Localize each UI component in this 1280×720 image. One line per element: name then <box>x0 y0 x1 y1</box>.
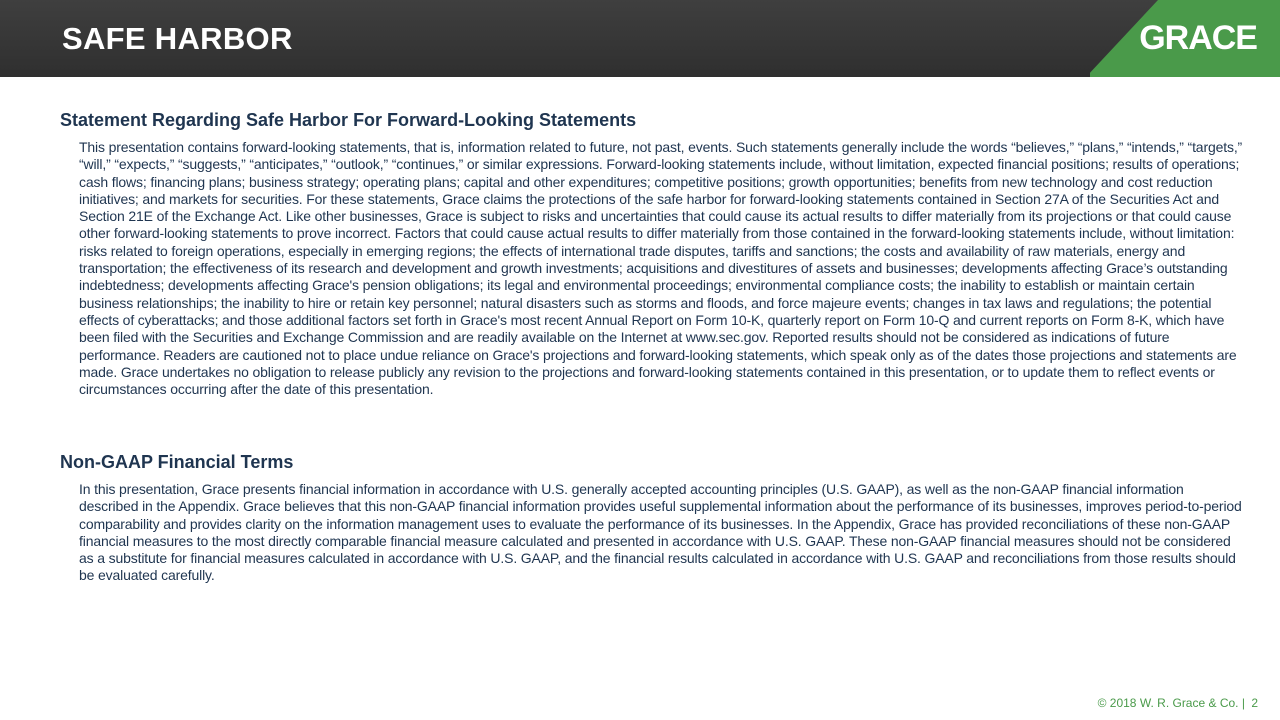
non-gaap-heading: Non-GAAP Financial Terms <box>60 452 294 472</box>
copyright-text: © 2018 W. R. Grace & Co. | <box>1097 696 1245 710</box>
non-gaap-body: In this presentation, Grace presents financial information in accordance with U.S. generally accepted accounting principles (U.S. GAAP), as well as the non-GAAP financial information described in the Appendix. Grace believes that this non-GAAP financial information provides useful supplemental information about the performance of its businesses, improves period-to-period comparability and provides clarity on the information management uses to evaluate the performance of its businesses. In the Appendix, Grace has provided reconciliations of these non-GAAP financial measures to the most directly comparable financial measure calculated and presented in accordance with U.S. GAAP. These non-GAAP financial measures should not be considered as a substitute for financial measures calculated in accordance with U.S. GAAP, and the financial results calculated in accordance with U.S. GAAP and reconciliations from those results should be evaluated carefully. <box>79 481 1242 584</box>
header-bar <box>0 0 1280 77</box>
page-number: 2 <box>1251 696 1258 710</box>
footer <box>1095 696 1258 710</box>
logo-panel <box>1090 0 1280 77</box>
grace-logo: GRACE <box>1139 19 1257 57</box>
page-title: SAFE HARBOR <box>62 21 293 56</box>
safe-harbor-heading: Statement Regarding Safe Harbor For Forward-Looking Statements <box>60 110 637 130</box>
safe-harbor-body: This presentation contains forward-looking statements, that is, information related to future, not past, events. Such statements generally include the words “believes,” “plans,” “intends,” “targets,” “will,” “expects,” “suggests,” “anticipates,” “outlook,” “continues,” or similar expressions. Forward-looking statements include, without limitation, expected financial positions; results of operations; cash flows; financing plans; business strategy; operating plans; capital and other expenditures; competitive positions; growth opportunities; benefits from new technology and cost reduction initiatives; and markets for securities. For these statements, Grace claims the protections of the safe harbor for forward-looking statements contained in Section 27A of the Securities Act and Section 21E of the Exchange Act. Like other businesses, Grace is subject to risks and uncertainties that could cause its actual results to differ materially from its projections or that could cause other forward-looking statements to prove incorrect. Factors that could cause actual results to differ materially from those contained in the forward-looking statements include, without limitation: risks related to foreign operations, especially in emerging regions; the effects of international trade disputes, tariffs and sanctions; the costs and availability of raw materials, energy and transportation; the effectiveness of its research and development and growth investments; acquisitions and divestitures of assets and businesses; developments affecting Grace’s outstanding indebtedness; developments affecting Grace's pension obligations; its legal and environmental proceedings; environmental compliance costs; the inability to establish or maintain certain business relationships; the inability to hire or retain key personnel; natural disasters such as storms and floods, and force majeure events; changes in tax laws and regulations; the potential effects of cyberattacks; and those additional factors set forth in Grace's most recent Annual Report on Form 10-K, quarterly report on Form 10-Q and current reports on Form 8-K, which have been filed with the Securities and Exchange Commission and are readily available on the Internet at www.sec.gov. Reported results should not be considered as indications of future performance. Readers are cautioned not to place undue reliance on Grace's projections and forward-looking statements, which speak only as of the dates those projections and statements are made. Grace undertakes no obligation to release publicly any revision to the projections and forward-looking statements contained in this presentation, or to update them to reflect events or circumstances occurring after the date of this presentation. <box>79 139 1243 398</box>
